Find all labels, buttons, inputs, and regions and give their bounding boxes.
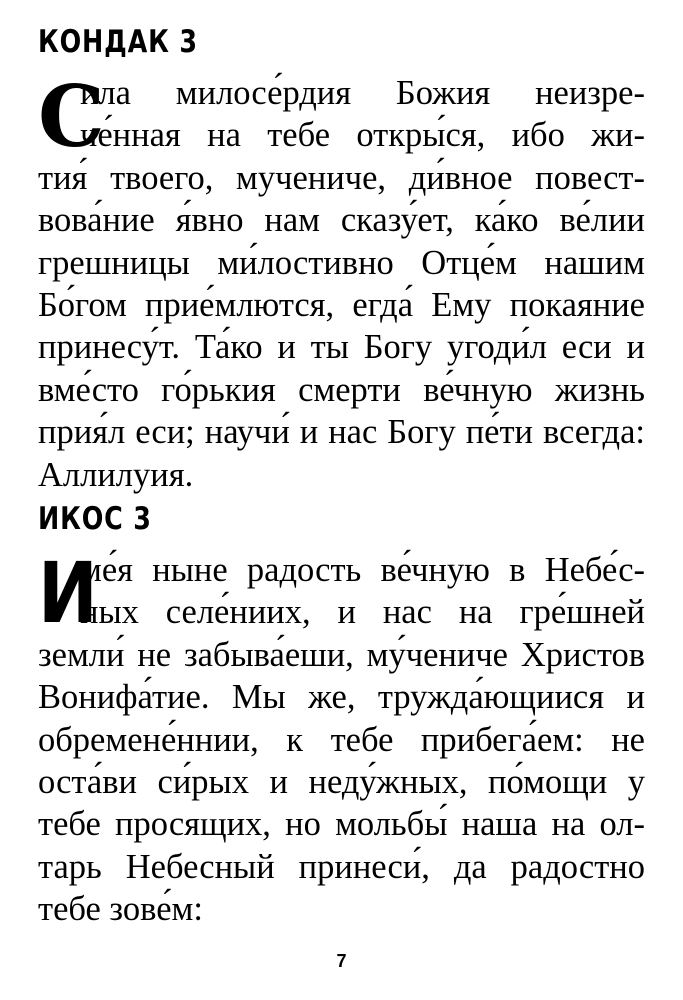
text-line: принесу́т. Та́ко и ты Богу угоди́л еси и [38,328,645,367]
page-number: 7 [336,951,347,971]
text-line: вова́ние я́вно нам сказу́ет, ка́ко ве́лии [38,201,645,240]
text-line: Вонифа́тие. Мы же, тружда́ющиися и [38,678,645,717]
section-heading-kondak: КОНДАК 3 [38,24,198,60]
text-line: прия́л еси; научи́ и нас Богу пе́ти всегда: [38,413,645,452]
text-line: грешницы ми́лостивно Отце́м нашим [38,243,645,282]
text-line: земли́ не забыва́еши, му́чениче Христов [38,635,645,674]
text-line: ме́я ныне радость ве́чную в Небе́с- [80,551,645,589]
text-line: тия́ твоего, мучениче, ди́вное повест- [38,158,645,197]
ikos-text [38,544,645,931]
kondak-text [38,67,645,496]
text-line: ила милосе́рдия Божия неизре- [80,74,645,112]
text-line: Бо́гом прие́млются, егда́ Ему покаяние [38,285,645,324]
text-line-last: Аллилуия. [38,455,194,494]
text-line-last: тебе зове́м: [38,890,203,929]
text-line: че́нная на тебе откры́ся, ибо жи- [80,116,645,155]
text-line: тарь Небесный принеси́, да радостно [38,847,645,886]
text-line: обремене́ннии, к тебе прибега́ем: не [38,720,645,759]
section-heading-ikos: ИКОС 3 [38,501,152,537]
text-line: ных селе́ниих, и нас на гре́шней [80,593,645,632]
drop-cap-initial: И [38,544,98,642]
drop-cap-initial: С [38,67,105,166]
text-line: оста́ви си́рых и неду́жных, по́мощи у [38,762,645,801]
text-line: тебе просящих, но мольбы́ наша на ол- [38,805,645,844]
text-line: вме́сто го́рькия смерти ве́чную жизнь [38,370,645,409]
